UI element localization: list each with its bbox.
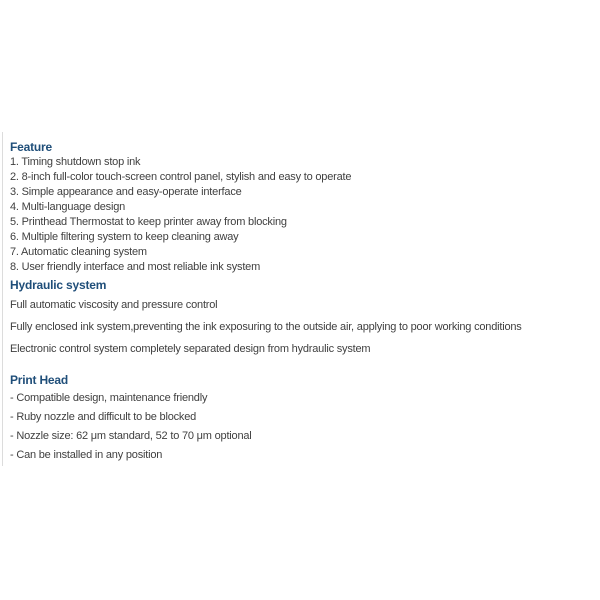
print-head-list (10, 389, 600, 465)
hydraulic-item: Fully enclosed ink system,preventing the ink exposuring to the outside air, applying to poor working conditions (10, 321, 522, 333)
feature-item: 7. Automatic cleaning system (10, 246, 147, 258)
product-description-content (10, 139, 600, 465)
feature-item: 3. Simple appearance and easy-operate interface (10, 186, 242, 198)
print-head-item: - Ruby nozzle and difficult to be blocked (10, 411, 197, 423)
hydraulic-item: Full automatic viscosity and pressure control (10, 299, 218, 311)
feature-item: 8. User friendly interface and most reliable ink system (10, 261, 261, 273)
section-heading-hydraulic-system: Hydraulic system (10, 278, 107, 292)
feature-item: 6. Multiple filtering system to keep cleaning away (10, 231, 239, 243)
left-table-border (2, 132, 3, 466)
hydraulic-item: Electronic control system completely separated design from hydraulic system (10, 343, 371, 355)
feature-list (10, 155, 600, 275)
print-head-item: - Can be installed in any position (10, 449, 163, 461)
section-heading-feature: Feature (10, 140, 52, 154)
feature-item: 2. 8-inch full-color touch-screen control panel, stylish and easy to operate (10, 171, 352, 183)
feature-item: 5. Printhead Thermostat to keep printer away from blocking (10, 216, 287, 228)
print-head-item: - Compatible design, maintenance friendly (10, 392, 208, 404)
section-heading-print-head: Print Head (10, 373, 69, 387)
hydraulic-system-list (10, 294, 600, 360)
feature-item: 4. Multi-language design (10, 201, 126, 213)
print-head-item: - Nozzle size: 62 μm standard, 52 to 70 μm optional (10, 430, 252, 442)
feature-item: 1. Timing shutdown stop ink (10, 156, 141, 168)
